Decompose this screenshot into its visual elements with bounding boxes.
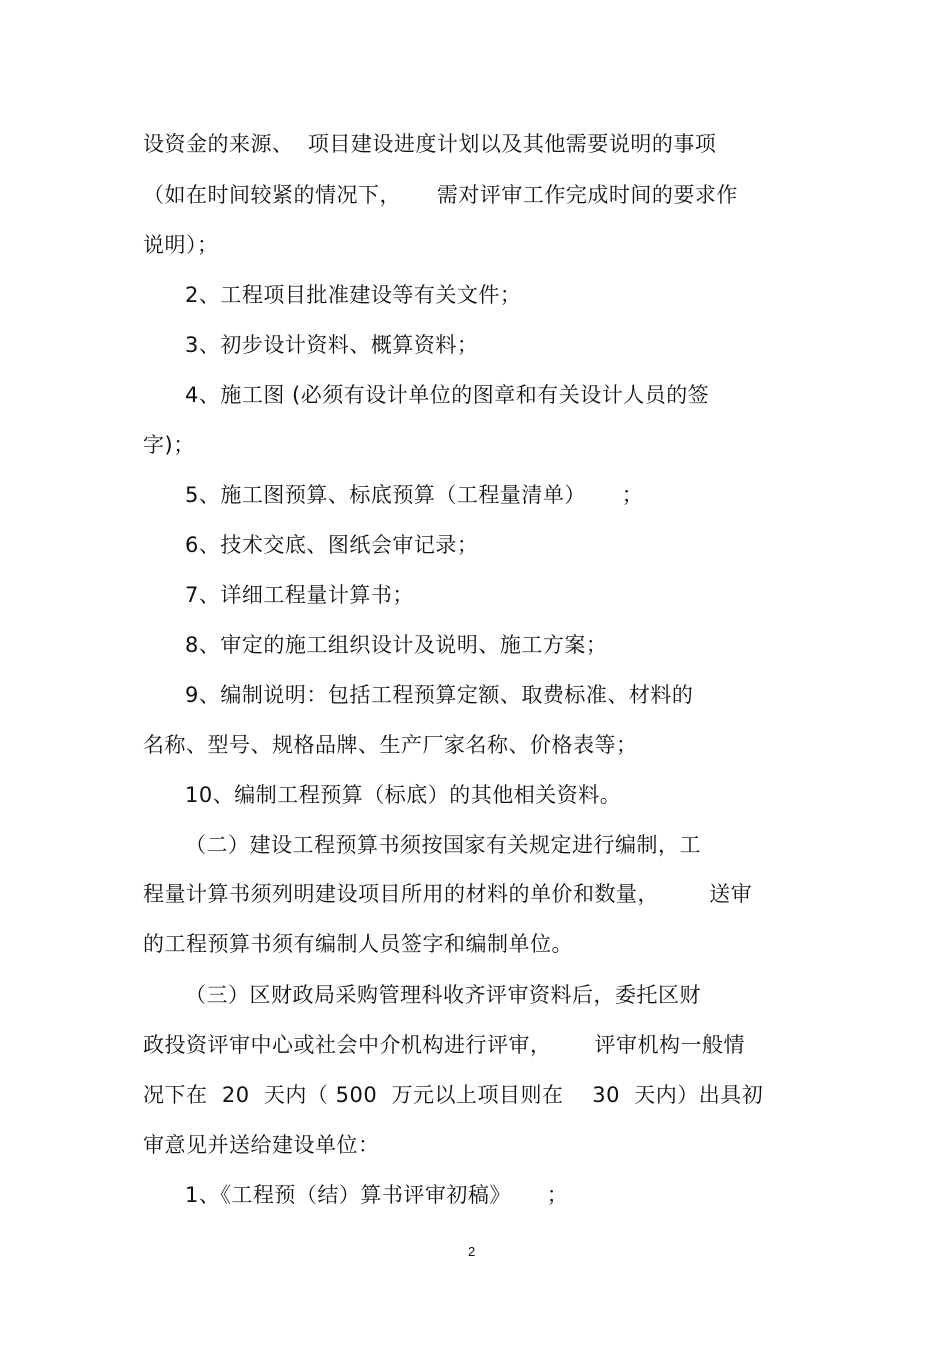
text-line: 名称、型号、规格品牌、生产厂家名称、价格表等； [143,733,638,757]
text-line: 1、《工程预（结）算书评审初稿》 ； [185,1183,569,1207]
text-line: 设资金的来源、 项目建设进度计划以及其他需要说明的事项 [143,132,717,156]
page-number: 2 [468,1244,476,1259]
text-line: 4、施工图 (必须有设计单位的图章和有关设计人员的签 [185,383,710,407]
text-line: 2、工程项目批准建设等有关文件； [185,283,522,307]
text-line: 的工程预算书须有编制人员签字和编制单位。 [143,932,573,956]
text-line: （如在时间较紧的情况下， 需对评审工作完成时间的要求作 [143,183,738,207]
text-line: （三）区财政局采购管理科收齐评审资料后，委托区财 [185,983,701,1007]
text-line: 10、编制工程预算（标底）的其他相关资料。 [185,783,622,807]
text-line: 说明）； [143,233,219,257]
text-line: （二）建设工程预算书须按国家有关规定进行编制，工 [185,833,701,857]
text-line: 政投资评审中心或社会中介机构进行评审， 评审机构一般情 [143,1033,746,1057]
text-line: 6、技术交底、图纸会审记录； [185,533,479,557]
text-line: 审意见并送给建设单位： [143,1133,380,1157]
text-line: 7、详细工程量计算书； [185,583,414,607]
text-line: 况下在 20 天内（ 500 万元以上项目则在 30 天内）出具初 [143,1083,764,1107]
text-line: 5、施工图预算、标底预算（工程量清单） ； [185,483,644,507]
text-line: 8、审定的施工组织设计及说明、施工方案； [185,633,608,657]
text-line: 9、编制说明：包括工程预算定额、取费标准、材料的 [185,683,694,707]
text-line: 程量计算书须列明建设项目所用的材料的单价和数量， 送审 [143,882,753,906]
text-line: 字)； [143,433,195,457]
text-line: 3、初步设计资料、概算资料； [185,333,479,357]
